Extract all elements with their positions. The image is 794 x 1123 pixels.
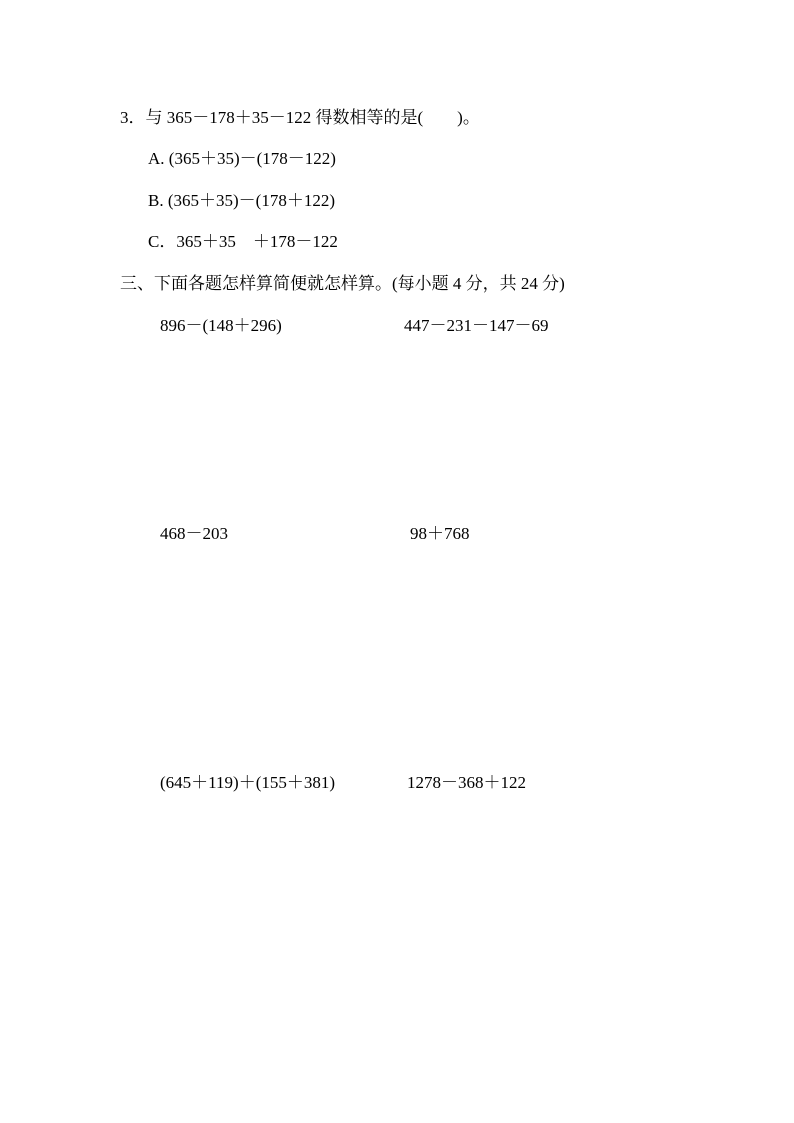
question-3-stem: 3．与 365－178＋35－122 得数相等的是( )。 <box>120 108 480 127</box>
problem-2: 447－231－147－69 <box>404 316 549 335</box>
option-a: A. (365＋35)－(178－122) <box>148 149 336 168</box>
option-c: C．365＋35 ＋178－122 <box>148 232 338 251</box>
problem-1: 896－(148＋296) <box>160 316 282 335</box>
problem-4: 98＋768 <box>410 524 470 543</box>
problem-6: 1278－368＋122 <box>407 773 526 792</box>
section-3-heading: 三、下面各题怎样算简便就怎样算。(每小题 4 分，共 24 分) <box>120 274 565 293</box>
problem-5: (645＋119)＋(155＋381) <box>160 773 336 792</box>
option-b: B. (365＋35)－(178＋122) <box>148 191 335 210</box>
problem-3: 468－203 <box>160 524 228 543</box>
